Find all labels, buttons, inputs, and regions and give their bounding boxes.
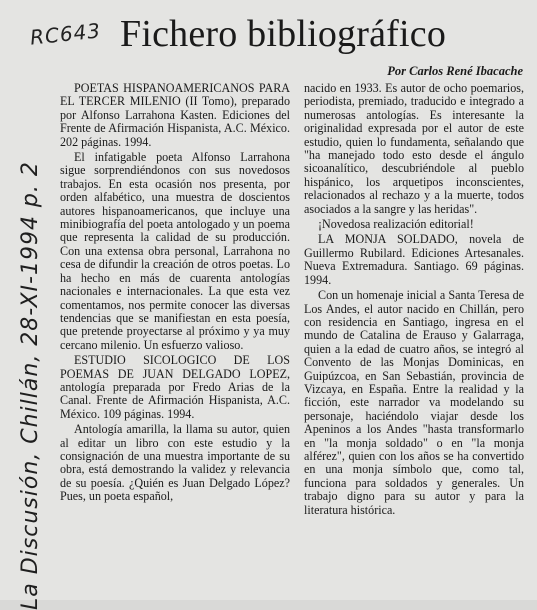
- review-body-1: El infatigable poeta Alfonso Larrahona sigue sorprendiéndonos con sus novedosos trabajos. En esta ocasión nos presenta, por orden alfabético, una muestra de doscientos autores hispanoamericanos, que incluye una minibiografía del poeta antologado y un poema que representa la calidad de su producción. Con una extensa obra personal, Larrahona no cesa de difundir la creación de otros poetas. Lo ha hecho en más de cuarenta antologías nacionales e internacionales. La que esta vez comentamos, nos permite conocer las diversas tendencias que se manifiestan en esta poesía, que pretende proyectarse al próximo y ya muy cercano milenio. Un esfuerzo valioso.: [60, 150, 290, 352]
- left-column: [60, 82, 290, 506]
- page-title: Fichero bibliográfico: [120, 13, 447, 55]
- right-column: [304, 82, 524, 519]
- review-body-2-cont: nacido en 1933. Es autor de ocho poemarios, periodista, premiado, traducido e integrado a numerosas antologías. Es interesante la originalidad expresada por el autor de este estudio, quien lo fundamenta, señalando que "ha manejado todo esto desde el ángulo sicoanalítico, descubriéndole al pueblo hispánico, los arquetipos inconscientes, relacionados al rechazo y a la muerte, todos asociados a la sangre y las heridas".: [304, 81, 524, 216]
- author-byline: Por Carlos René Ibacache: [387, 64, 523, 78]
- review-body-2: Antología amarilla, la llama su autor, quien al editar un libro con este estudio y la consignación de una muestra importante de su obra, está demostrando la validez y relevancia de su poesía. ¿Quién es Juan Delgado López? Pues, un poeta español,: [60, 422, 290, 504]
- handwritten-source-note: La Discusión, Chillán, 28-XI-1994 p. 2: [18, 161, 43, 610]
- review-heading-2: ESTUDIO SICOLOGICO DE LOS POEMAS DE JUAN DELGADO LOPEZ, antología preparada por Fredo Arias de la Canal. Frente de Afirmación Hispanista, A.C. México. 109 páginas. 1994.: [60, 353, 290, 421]
- review-exclamation: ¡Novedosa realización editorial!: [318, 217, 474, 232]
- review-heading-1: POETAS HISPANOAMERICANOS PARA EL TERCER MILENIO (II Tomo), preparado por Alfonso Larrahona Kasten. Ediciones del Frente de Afirmación Hispanista, A.C. México. 202 páginas. 1994.: [60, 81, 290, 149]
- handwritten-catalog-code: RC643: [28, 18, 103, 50]
- review-heading-3: LA MONJA SOLDADO, novela de Guillermo Rubilard. Ediciones Artesanales. Nueva Extremadura. Santiago. 69 páginas. 1994.: [304, 232, 524, 287]
- review-body-3: Con un homenaje inicial a Santa Teresa de Los Andes, el autor nacido en Chillán, pero con residencia en Santiago, ingresa en el mundo de Catalina de Erauso y Galarraga, quien a la edad de cuatro años, se integró al Convento de las Monjas Dominicas, en Guipúzcoa, en San Sebastián, provincia de Vizcaya, en España. Entre la realidad y la ficción, este narrador va modelando su personaje, haciéndolo viajar desde los Apeninos a los Andes "hasta transformarlo en "la monja soldado" o en "la monja alférez", quien con los años se ha convertido en una monja símbolo que, como tal, funciona para soldados y generales. Un trabajo digno para su autor y para la literatura histórica.: [304, 288, 524, 517]
